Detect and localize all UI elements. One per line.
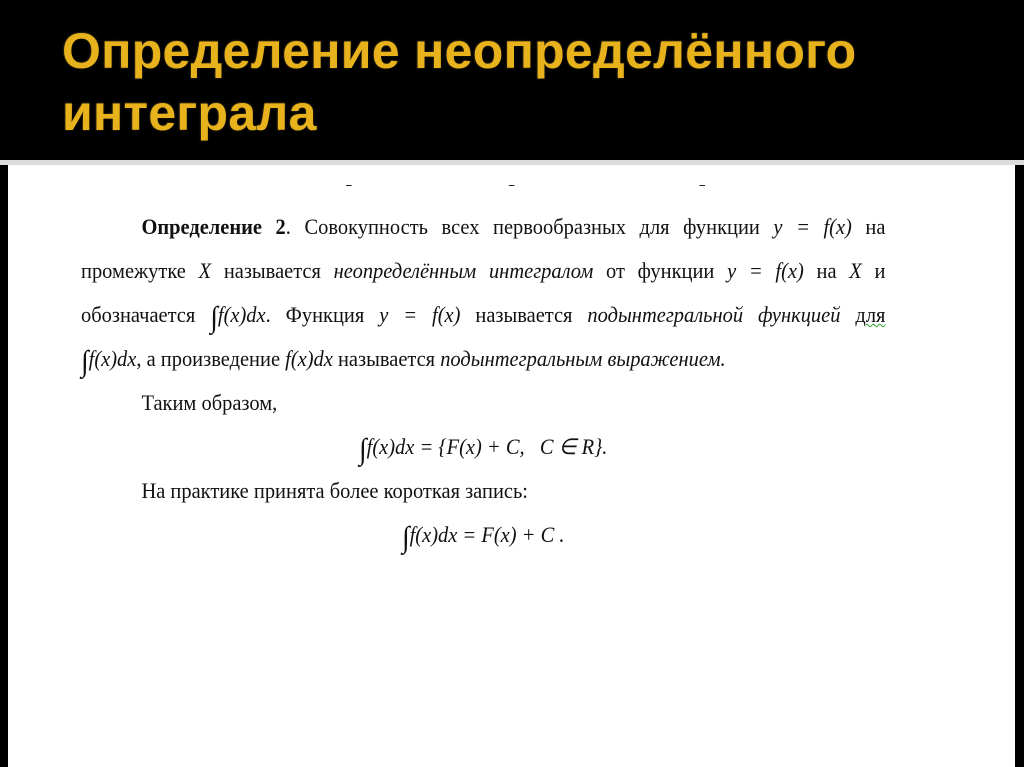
formula-set-definition	[81, 425, 885, 469]
formula1-expr: f(x)dx = {F(x) + C, C ∈ R}.	[366, 434, 608, 459]
slide-title: Определение неопределённого интеграла	[62, 23, 857, 141]
line1-text-b: на	[865, 214, 886, 239]
line2-var-x2: X	[849, 258, 862, 283]
line6-text: На практике принята более короткая запись:	[141, 478, 528, 503]
line2-formula: y = f(x)	[727, 258, 804, 283]
line3-text-c: называется	[475, 302, 573, 327]
content-area	[8, 165, 1015, 767]
line2-text-b: называется	[223, 258, 321, 283]
term-integrand-expression: подынтегральным выражением.	[440, 346, 726, 371]
term-integrand: подынтегральной функцией	[587, 302, 841, 327]
line3-integral-expr: f(x)dx	[217, 302, 266, 327]
integral-sign: ∫	[81, 345, 89, 378]
line2-text-a: промежутке	[81, 258, 186, 283]
line4-text-b: называется	[337, 346, 436, 371]
paragraph-line-6	[81, 469, 885, 513]
line4-text-a: , а произведение	[136, 346, 281, 371]
paragraph-line-2	[81, 249, 885, 293]
line2-text-e: и	[874, 258, 886, 283]
line2-var-x: X	[198, 258, 212, 283]
paragraph-line-3	[81, 293, 885, 337]
title-bar	[0, 0, 1024, 160]
term-indefinite-integral: неопределённым интегралом	[333, 258, 594, 283]
paragraph-line-4	[81, 337, 885, 381]
scan-artifacts	[81, 185, 885, 195]
paragraph-line-1	[81, 205, 885, 249]
line3-text-d: для	[855, 302, 886, 327]
document-text	[81, 205, 885, 557]
line1-text-a: . Совокупность всех первообразных для функции	[285, 214, 760, 239]
line3-text-a: обозначается	[81, 302, 196, 327]
definition-label: Определение 2	[141, 214, 286, 239]
integral-sign: ∫	[401, 521, 410, 554]
line2-text-c: от функции	[606, 258, 715, 283]
formula-short-notation	[81, 513, 885, 557]
paragraph-line-5	[81, 381, 885, 425]
line1-formula: y = f(x)	[773, 214, 852, 239]
formula2-expr: f(x)dx = F(x) + C .	[409, 522, 565, 547]
line3-text-b: . Функция	[265, 302, 365, 327]
line4-product-expr: f(x)dx	[285, 346, 333, 371]
line2-text-d: на	[816, 258, 837, 283]
line4-integral-expr: f(x)dx	[88, 346, 137, 371]
integral-sign: ∫	[210, 301, 218, 334]
line3-formula: y = f(x)	[379, 302, 461, 327]
line5-text: Таким образом,	[141, 390, 278, 415]
integral-sign: ∫	[359, 433, 367, 466]
